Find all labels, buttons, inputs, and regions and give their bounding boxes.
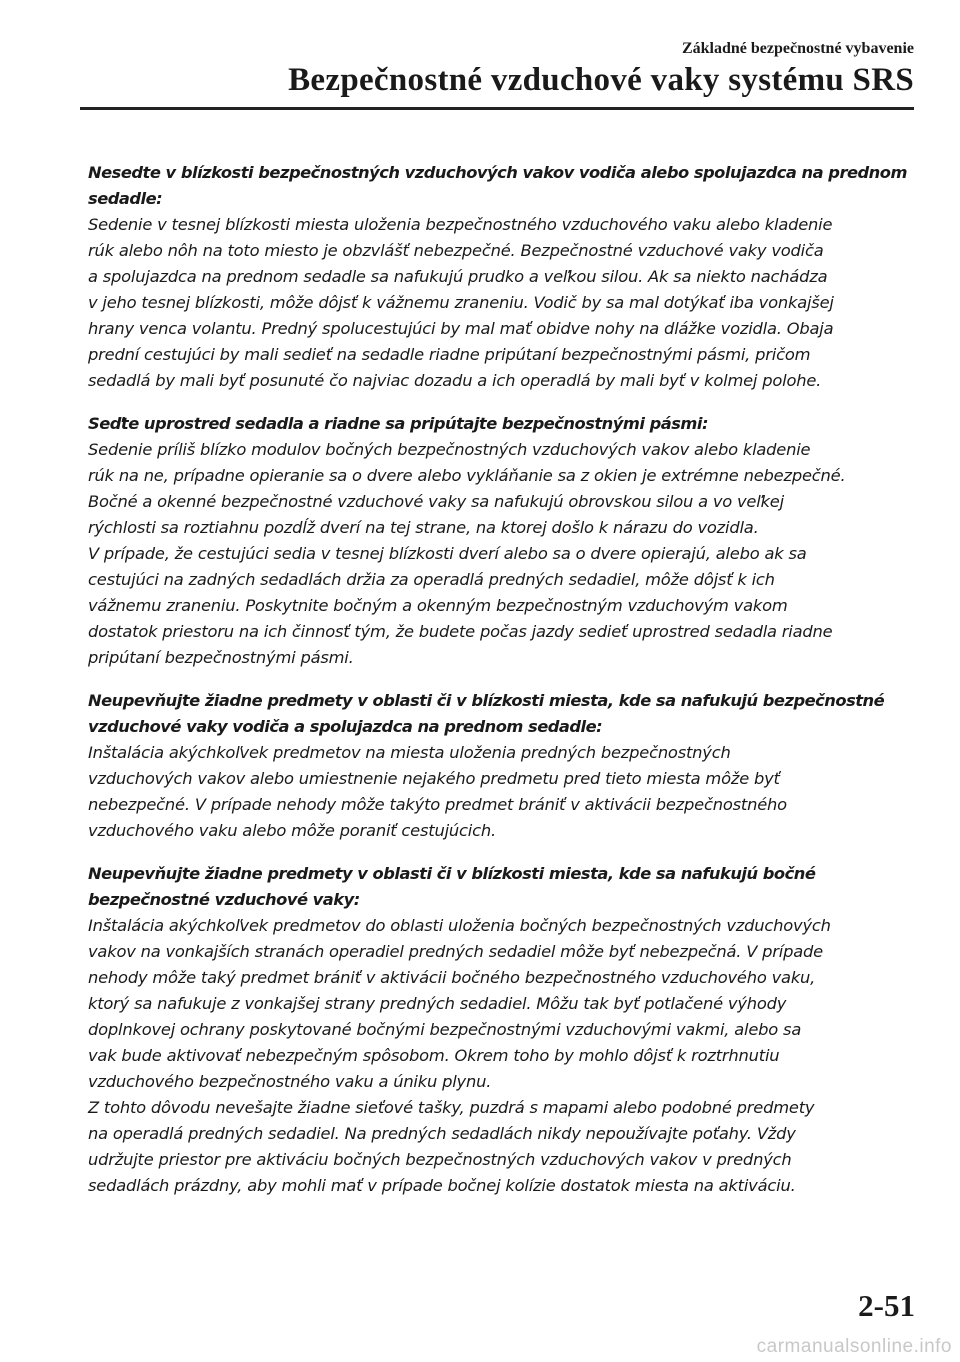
watermark-link[interactable]: carmanualsonline.info [756, 1336, 952, 1357]
section-body: Sedenie v tesnej blízkosti miesta uloženia bezpečnostného vzduchového vaku alebo kladenie rúk alebo nôh na toto miesto je obzvlášť nebezpečné. Bezpečnostné vzduchové vaky vodiča a spolujazdca na prednom sedadle sa nafukujú prudko a veľkou silou. Ak sa niekto nachádza v jeho tesnej blízkosti, môže dôjsť k vážnemu zraneniu. Vodič by sa mal dotýkať iba vonkajšej hrany venca volantu. Predný spolucestujúci by mal mať obidve nohy na dlážke vozidla. Obaja prední cestujúci by mali sedieť na sedadle riadne pripútaní bezpečnostnými pásmi, pričom sedadlá by mali byť posunuté čo najviac dozadu a ich operadlá by mali byť v kolmej polohe. [88, 215, 834, 390]
warning-section-seating-position [88, 411, 916, 671]
section-heading: Neupevňujte žiadne predmety v oblasti či v blízkosti miesta, kde sa nafukujú bočné bezpečnostné vzduchové vaky: [88, 864, 816, 909]
page-title: Bezpečnostné vzduchové vaky systému SRS [288, 62, 914, 98]
header-divider [80, 107, 914, 110]
section-body: Inštalácia akýchkoľvek predmetov na miesta uloženia predných bezpečnostných vzduchových vakov alebo umiestnenie nejakého predmetu pred tieto miesta môže byť nebezpečné. V prípade nehody môže takýto predmet brániť v aktivácii bezpečnostného vzduchového vaku alebo môže poraniť cestujúcich. [88, 743, 787, 840]
section-heading: Seďte uprostred sedadla a riadne sa pripútajte bezpečnostnými pásmi: [88, 414, 708, 433]
section-heading: Nesedte v blízkosti bezpečnostných vzduchových vakov vodiča alebo spolujazdca na prednom sedadle: [88, 163, 907, 208]
page-header [80, 40, 914, 100]
warning-section-side-objects [88, 861, 916, 1199]
section-body: Sedenie príliš blízko modulov bočných bezpečnostných vzduchových vakov alebo kladenie rúk na ne, prípadne opieranie sa o dvere alebo vykláňanie sa z okien je extrémne nebezpečné. Bočné a okenné bezpečnostné vzduchové vaky sa nafukujú obrovskou silou a vo veľkej rýchlosti sa roztiahnu pozdĺž dverí na tej strane, na ktorej došlo k nárazu do vozidla. V prípade, že cestujúci sedia v tesnej blízkosti dverí alebo sa o dvere opierajú, alebo ak sa cestujúci na zadných sedadlách držia za operadlá predných sedadiel, môže dôjsť k ich vážnemu zraneniu. Poskytnite bočným a okenným bezpečnostným vzduchovým vakom dostatok priestoru na ich činnosť tým, že budete počas jazdy sedieť uprostred sedadla riadne pripútaní bezpečnostnými pásmi. [88, 440, 846, 667]
warning-section-front-airbags [88, 160, 916, 394]
main-content [88, 160, 916, 1216]
warning-section-front-objects [88, 688, 916, 844]
section-subtitle: Základné bezpečnostné vybavenie [681, 40, 914, 57]
section-body: Inštalácia akýchkoľvek predmetov do oblasti uloženia bočných bezpečnostných vzduchových vakov na vonkajších stranách operadiel predných sedadiel môže byť nebezpečná. V prípade nehody môže taký predmet brániť v aktivácii bočného bezpečnostného vzduchového vaku, ktorý sa nafukuje z vonkajšej strany predných sedadiel. Môžu tak byť potlačené výhody doplnkovej ochrany poskytované bočnými bezpečnostnými vzduchovými vakmi, alebo sa vak bude aktivovať nebezpečným spôsobom. Okrem toho by mohlo dôjsť k roztrhnutiu vzduchového bezpečnostného vaku a úniku plynu. Z tohto dôvodu nevešajte žiadne sieťové tašky, puzdrá s mapami alebo podobné predmety na operadlá predných sedadiel. Na predných sedadlách nikdy nepoužívajte poťahy. Vždy udržujte priestor pre aktiváciu bočných bezpečnostných vzduchových vakov v predných sedadlách prázdny, aby mohli mať v prípade bočnej kolízie dostatok miesta na aktiváciu. [88, 916, 831, 1195]
page-number: 2-51 [858, 1288, 915, 1323]
section-heading: Neupevňujte žiadne predmety v oblasti či v blízkosti miesta, kde sa nafukujú bezpečnostné vzduchové vaky vodiča a spolujazdca na prednom sedadle: [88, 691, 885, 736]
